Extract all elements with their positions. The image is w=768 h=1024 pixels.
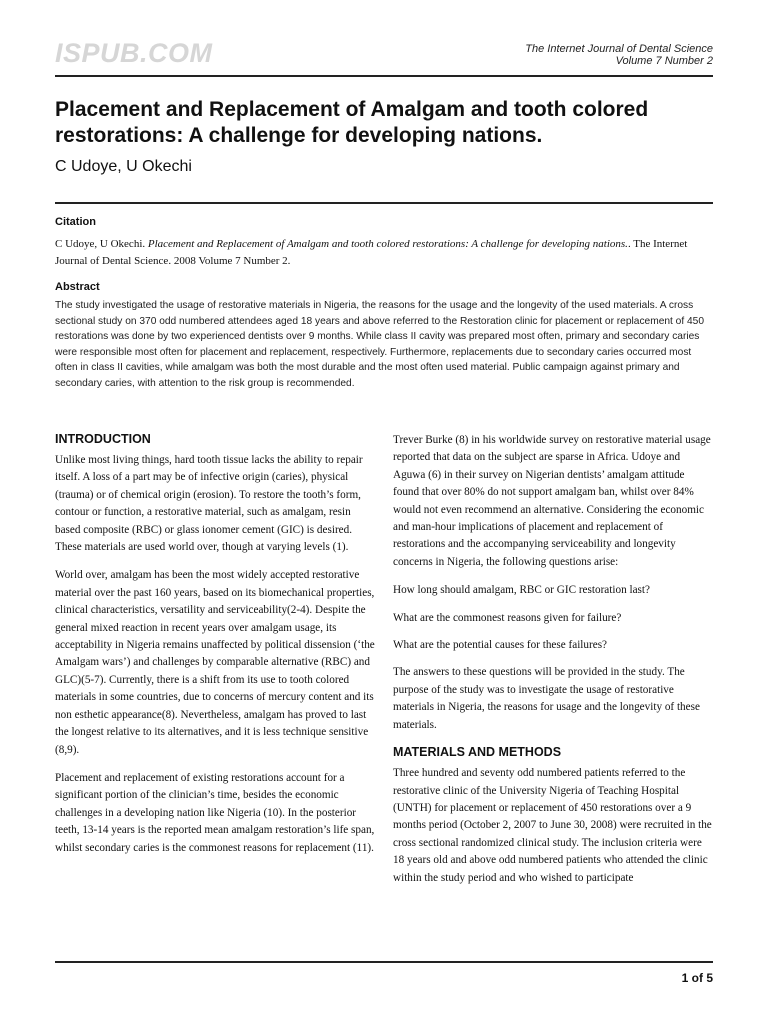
page-number: 1 of 5: [681, 971, 713, 985]
question-3: What are the potential causes for these failures?: [393, 639, 608, 652]
question-1: How long should amalgam, RBC or GIC restoration last?: [393, 584, 650, 597]
intro-paragraph-4: Trever Burke (8) in his worldwide survey on restorative material usage reported that data on the subject are sparse in Africa. Udoye and Aguwa (6) in their survey on Nigerian dentists’ amalgam attitude found that over 80% do not support amalgam ban, whilst over 84% would not even recommend an alternative. Considering the economic and man-hour implications of placement and replacement of restorations and the accompanying serviceability and longevity concerns in Nigeria, the following questions arise:: [393, 434, 711, 568]
title-divider: [55, 202, 713, 204]
introduction-heading: INTRODUCTION: [55, 432, 151, 446]
journal-volume: Volume 7 Number 2: [615, 55, 713, 67]
article-title: Placement and Replacement of Amalgam and tooth colored restorations: A challenge for developing nations.: [55, 98, 649, 147]
intro-paragraph-3: Placement and replacement of existing restorations account for a significant portion of the clinician’s time, besides the economic challenges in a developing nation like Nigeria (10). In the posterior teeth, 13-14 years is the reported mean amalgam restoration’s life span, whilst secondary caries is the commonest reasons for replacement (11).: [55, 771, 375, 854]
question-2: What are the commonest reasons given for failure?: [393, 611, 622, 624]
citation-title: Placement and Replacement of Amalgam and tooth colored restorations: A challenge for developing nations.: [147, 238, 628, 250]
intro-paragraph-1: Unlike most living things, hard tooth tissue lacks the ability to repair itself. A loss of a part may be of infective origin (caries), physical (trauma) or of chemical origin (erosion). To restore the tooth’s form, contour or function, a restorative material, such as amalgam, resin based composite (RBC) or glass ionomer cement (GIC) is desired. These materials are used world over, though at varying levels (1).: [55, 454, 363, 554]
journal-info: [525, 43, 713, 67]
footer-divider: [55, 961, 713, 963]
left-column: [55, 432, 375, 868]
site-logo: ISPUB.COM: [55, 38, 213, 68]
methods-heading: MATERIALS AND METHODS: [393, 745, 562, 760]
article-authors: C Udoye, U Okechi: [55, 158, 192, 175]
abstract-heading: Abstract: [55, 281, 100, 293]
intro-paragraph-2: World over, amalgam has been the most widely accepted restorative material over the past 160 years, based on its biomechanical properties, clinical characteristics, versatility and serviceability(2-4). Despite the general mixed reaction in recent years over amalgam usage, its acceptability in Nigeria remains unaffected by political dissension (‘the Amalgam wars’) and challenges by comparable alternative (RBC) and GLC)(5-7). Currently, there is a shift from its use to tooth colored materials in some countries, due to concerns of mercury content and its non esthetic appearance(8). Nevertheless, amalgam has proved to last the longest relative to its alternatives, and it is less technique sensitive (8,9).: [55, 569, 375, 756]
abstract-text: The study investigated the usage of restorative materials in Nigeria, the reasons for the usage and the longevity of the used materials. A cross sectional study on 370 odd numbered attendees aged 18 years and above referred to the Restoration clinic for placement or replacement of 450 restorations was done by two experienced dentists over 9 months. While class II cavity was prepared most often, primary and secondary caries were responsible most often for placement and replacement, respectively. Furthermore, replacements due to secondary caries occurred most often in class II cavities, while amalgam was both the most durable and the most often used material. Public campaign against primary and secondary caries, with attention to the risk group is recommended.: [55, 300, 705, 389]
right-column: [393, 432, 713, 898]
citation-authors: C Udoye, U Okechi.: [55, 238, 148, 250]
citation-heading: Citation: [55, 216, 96, 228]
purpose-paragraph: The answers to these questions will be provided in the study. The purpose of the study was to investigate the usage of restorative materials in Nigeria, the reasons for usage and the longevity of these materials.: [393, 666, 700, 731]
journal-name: The Internet Journal of Dental Science: [525, 43, 713, 55]
header-divider: [55, 75, 713, 77]
citation-source: . The Internet Journal of Dental Science. 2008 Volume 7 Number 2.: [55, 238, 688, 267]
citation-text: [55, 236, 715, 270]
methods-paragraph: Three hundred and seventy odd numbered patients referred to the restorative clinic of the University Nigeria of Teaching Hospital (UNTH) for placement or replacement of 450 restorations over a 9 months period (October 2, 2007 to June 30, 2008) were recruited in the cross sectional randomized clinical study. The inclusion criteria were 18 years old and above odd numbered patients who attended the clinic within the study period and who wished to participate: [393, 767, 712, 884]
